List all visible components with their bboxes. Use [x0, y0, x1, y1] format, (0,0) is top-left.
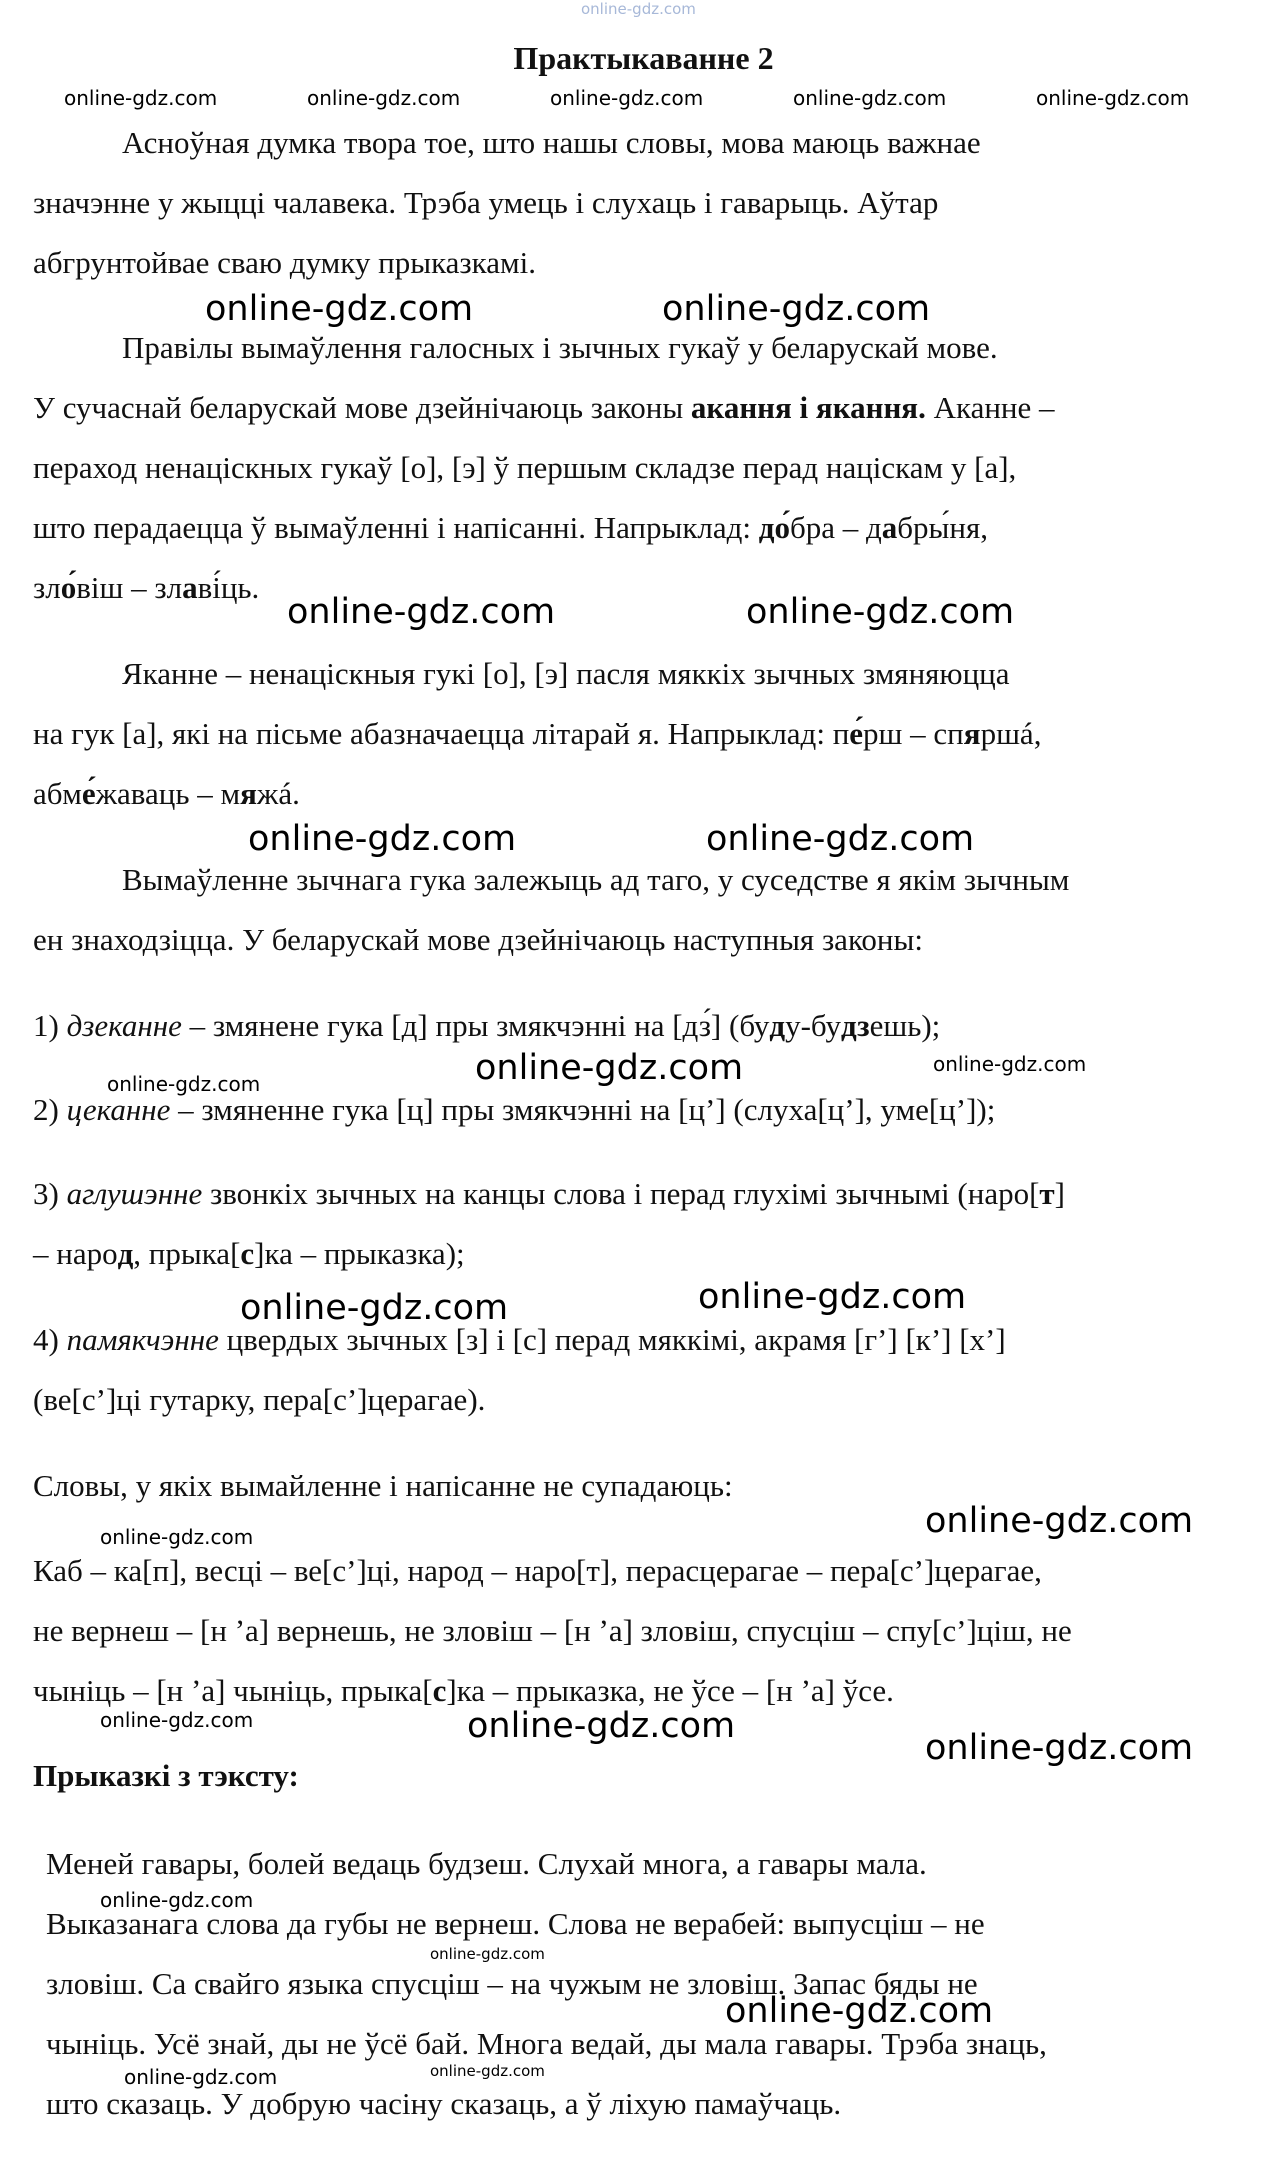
watermark: online-gdz.com: [746, 592, 1015, 632]
law-item: – народ, прыка[с]ка – прыказка);: [33, 1236, 465, 1271]
top-watermark: online-gdz.com: [581, 0, 696, 18]
text-line: што перадаецца ў вымаўленні і напісанні. Напрыклад: до́бра – дабры́ня,: [33, 510, 988, 545]
text-line: Яканне – ненацiскныя гукі [о], [э] пасля мяккіх зычных змяняюцца: [122, 656, 1010, 691]
law-item: (ве[с’]ці гутарку, пера[с’]церагае).: [33, 1382, 486, 1417]
text-line: значэнне у жыцці чалавека. Трэба умець і слухаць і гаварыць. Аўтар: [33, 185, 939, 220]
watermark: online-gdz.com: [240, 1288, 509, 1328]
watermark: online-gdz.com: [100, 1525, 254, 1549]
text-line: Словы, у якіх вымайленне і напісанне не супадаюць:: [33, 1468, 733, 1503]
law-item: 1) дзеканне – змянене гука [д] пры змякчэнні на [дз́] (буду-будзешь);: [33, 1008, 941, 1043]
watermark: online-gdz.com: [107, 1072, 261, 1096]
watermark: online-gdz.com: [64, 86, 218, 110]
text-line: У сучаснай беларускай мове дзейнічаюць законы акання і якання. Аканне –: [33, 390, 1055, 425]
bold-term: акання і якання.: [690, 390, 926, 425]
watermark: online-gdz.com: [430, 2062, 545, 2080]
text-line: чыніць – [н ʼа] чыніць, прыка[с]ка – прыказка, не ўсе – [н ʼа] ўсе.: [33, 1673, 894, 1708]
text-line: Вымаўленне зычнага гука залежыць ад таго, у суседстве я якім зычным: [122, 862, 1070, 897]
watermark: online-gdz.com: [248, 819, 517, 859]
watermark: online-gdz.com: [706, 819, 975, 859]
watermark: online-gdz.com: [430, 1945, 545, 1963]
watermark: online-gdz.com: [307, 86, 461, 110]
text-line: зловіш. Са свайго языка спусціш – на чужым не зловіш. Запас бяды не: [46, 1966, 978, 2001]
watermark: online-gdz.com: [1036, 86, 1190, 110]
page-title: Практыкаванне 2: [513, 40, 774, 76]
text-line: не вернеш – [н ʼа] вернешь, не зловіш – [н ʼа] зловіш, спусціш – спу[с’]ціш, не: [33, 1613, 1072, 1648]
text-line: ен знаходзіцца. У беларускай мове дзейнічаюць наступныя законы:: [33, 922, 923, 957]
watermark: online-gdz.com: [933, 1052, 1087, 1076]
text-line: Каб – ка[п], весці – ве[с’]ці, народ – наро[т], перасцерагае – пера[с’]церагае,: [33, 1553, 1042, 1588]
watermark: online-gdz.com: [100, 1708, 254, 1732]
watermark: online-gdz.com: [925, 1501, 1194, 1541]
text-line: пераход ненаціскных гукаў [о], [э] ў першым складзе перад націскам у [а],: [33, 450, 1017, 485]
text-line: Выказанага слова да губы не вернеш. Слова не верабей: выпусціш – не: [46, 1906, 985, 1941]
watermark: online-gdz.com: [793, 86, 947, 110]
text-line: чыніць. Усё знай, ды не ўсё бай. Многа ведай, ды мала гавары. Трэба знаць,: [46, 2026, 1047, 2061]
watermark: online-gdz.com: [725, 1991, 994, 2031]
text-line: Асноўная думка твора тое, што нашы словы, мова маюць важнае: [122, 125, 981, 160]
watermark: online-gdz.com: [467, 1706, 736, 1746]
text-line: на гук [а], які на пісьме абазначаецца літарай я. Напрыклад: пе́рш – спяршá,: [33, 716, 1042, 751]
text-line: Правілы вымаўлення галосных і зычных гукаў у беларускай мове.: [122, 330, 998, 365]
watermark: online-gdz.com: [662, 289, 931, 329]
watermark: online-gdz.com: [205, 289, 474, 329]
watermark: online-gdz.com: [475, 1048, 744, 1088]
text-line: абгрунтойвае сваю думку прыказкамі.: [33, 245, 537, 280]
watermark: online-gdz.com: [698, 1277, 967, 1317]
watermark: online-gdz.com: [124, 2065, 278, 2089]
law-item: 2) цеканне – змяненне гука [ц] пры змякчэнні на [ц’] (слуха[ц’], уме[ц’]);: [33, 1092, 996, 1127]
watermark: online-gdz.com: [287, 592, 556, 632]
text-line: што сказаць. У добрую часіну сказаць, а ў ліхую памаўчаць.: [46, 2086, 842, 2121]
section-heading: Прыказкі з тэксту:: [33, 1758, 299, 1793]
text-line: абме́жаваць – мяжá.: [33, 776, 300, 811]
watermark: online-gdz.com: [925, 1728, 1194, 1768]
text-line: зло́віш – злаві́ць.: [33, 570, 260, 605]
watermark: online-gdz.com: [550, 86, 704, 110]
watermark: online-gdz.com: [100, 1888, 254, 1912]
law-item: 4) памякчэнне цвердых зычных [з] і [с] перад мяккімі, акрамя [г’] [к’] [х’]: [33, 1322, 1006, 1357]
text-line: Меней гавары, болей ведаць будзеш. Слухай многа, а гавары мала.: [46, 1846, 927, 1881]
law-item: 3) аглушэнне звонкіх зычных на канцы слова і перад глухімі зычнымі (наро[т]: [33, 1176, 1065, 1211]
